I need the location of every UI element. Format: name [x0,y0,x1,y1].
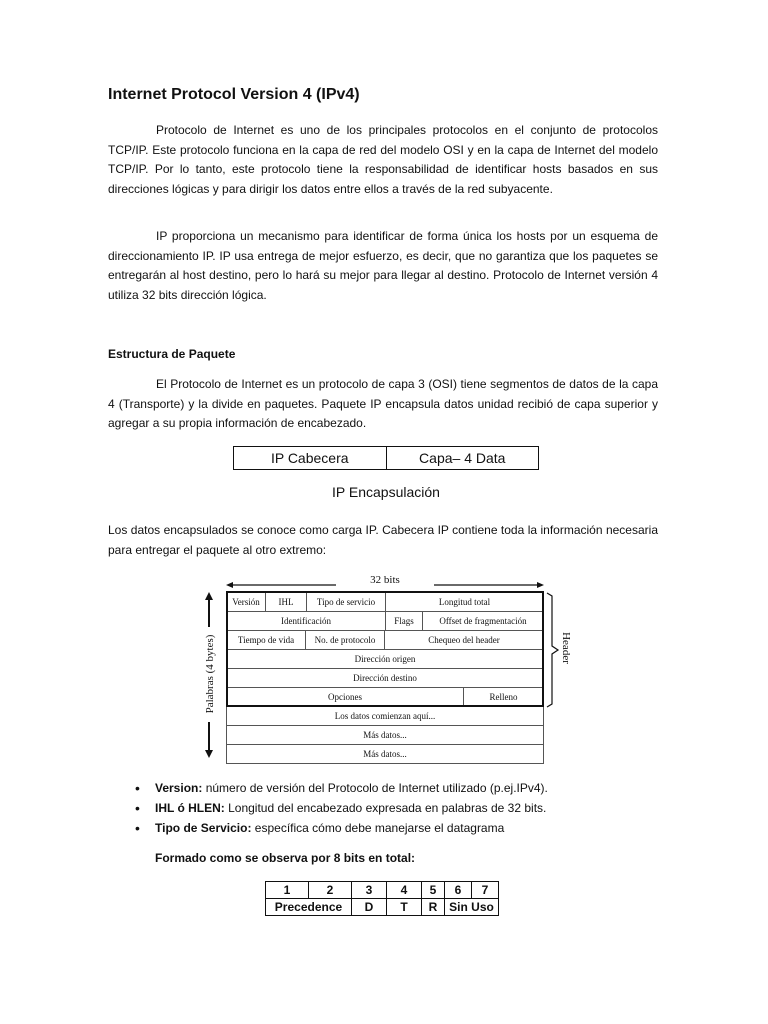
list-item: • IHL ó HLEN: Longitud del encabezado expresada en palabras de 32 bits. [135,800,547,816]
more-data-2: Más datos... [363,749,407,759]
field-ttl: Tiempo de vida [237,635,295,645]
encapsulation-caption: IP Encapsulación [332,484,440,500]
bullet-icon: • [135,800,140,816]
field-protocol: No. de protocolo [305,631,384,649]
packet-paragraph: El Protocolo de Internet es un protocolo de capa 3 (OSI) tiene segmentos de datos de la capa 4 (Transporte) y la divide en paquetes. Paquete IP encapsula datos unidad recibió de capa superior y agregar a su propia información de encabezado. [108,377,658,430]
table-cell: 5 [422,882,445,899]
header-row-6 [226,688,544,707]
bullet-icon: • [135,820,140,836]
field-checksum: Chequeo del header [384,631,543,649]
field-identification: Identificación [281,616,331,626]
encap-data-cell: Capa– 4 Data [386,447,539,469]
field-ihl: IHL [265,593,306,611]
header-row-4 [226,650,544,669]
section-heading: Estructura de Paquete [108,347,236,361]
table-cell: 2 [309,882,352,899]
page-title: Internet Protocol Version 4 (IPv4) [108,86,360,103]
formed-text: Formado como se observa por 8 bits en total: [155,851,416,865]
table-cell: Precedence [266,899,352,916]
table-cell: Sin Uso [445,899,499,916]
table-cell: 7 [472,882,499,899]
table-cell: 3 [352,882,387,899]
bits-width-label: 32 bits [370,574,400,586]
encapsulation-figure [233,446,539,470]
field-padding: Relleno [463,688,543,706]
header-row-3 [226,631,544,650]
data-start: Los datos comienzan aquí... [334,711,436,721]
header-row-5 [226,669,544,688]
field-bullet-list [135,778,548,838]
table-cell: T [387,899,422,916]
field-source-address: Dirección origen [354,654,416,664]
more-data-1: Más datos... [363,730,407,740]
header-row-1 [226,592,544,612]
field-tos: Tipo de servicio [306,593,385,611]
data-row-1 [226,707,544,726]
table-cell: D [352,899,387,916]
table-cell: R [422,899,445,916]
field-fragment-offset: Offset de fragmentación [422,612,543,630]
table-row [266,882,499,899]
table-cell: 6 [445,882,472,899]
encap-header-cell: IP Cabecera [270,450,349,466]
bits-arrow [226,580,544,590]
field-options: Opciones [328,692,362,702]
data-row-3 [226,745,544,764]
header-label: Header [560,632,572,664]
header-row-2 [226,612,544,631]
list-item: • Tipo de Servicio: específica cómo debe manejarse el datagrama [135,820,505,836]
table-cell: 1 [266,882,309,899]
bullet-icon: • [135,780,140,796]
payload-paragraph: Los datos encapsulados se conoce como carga IP. Cabecera IP contiene toda la información necesaria para entregar el paquete al otro extremo: [108,523,658,557]
data-row-2 [226,726,544,745]
tos-bits-table [265,881,499,916]
words-label: Palabras (4 bytes) [204,634,216,714]
field-total-length: Longitud total [385,593,543,611]
field-destination-address: Dirección destino [353,673,417,683]
field-flags: Flags [385,612,422,630]
header-brace [546,592,560,708]
intro-paragraph-1: Protocolo de Internet es uno de los principales protocolos en el conjunto de protocolos TCP/IP. Este protocolo funciona en la capa de red del modelo OSI y en la capa de Internet del modelo TCP/IP. Por lo tanto, este protocolo tiene la responsabilidad de identificar hosts basados en sus direcciones lógicas y para dirigir los datos entre ellos a través de la red subyacente. [108,123,658,196]
intro-paragraph-2: IP proporciona un mecanismo para identificar de forma única los hosts por un esquema de direccionamiento IP. IP usa entrega de mejor esfuerzo, es decir, que no garantiza que los paquetes se entregarán al host destino, pero lo hará su mejor para llegar al destino. Protocolo de Internet versión 4 utiliza 32 bits dirección lógica. [108,229,658,302]
table-cell: 4 [387,882,422,899]
list-item: • Version: número de versión del Protocolo de Internet utilizado (p.ej.IPv4). [135,780,548,796]
table-row [266,899,499,916]
ip-header-diagram [226,592,544,764]
field-version: Versión [232,597,260,607]
